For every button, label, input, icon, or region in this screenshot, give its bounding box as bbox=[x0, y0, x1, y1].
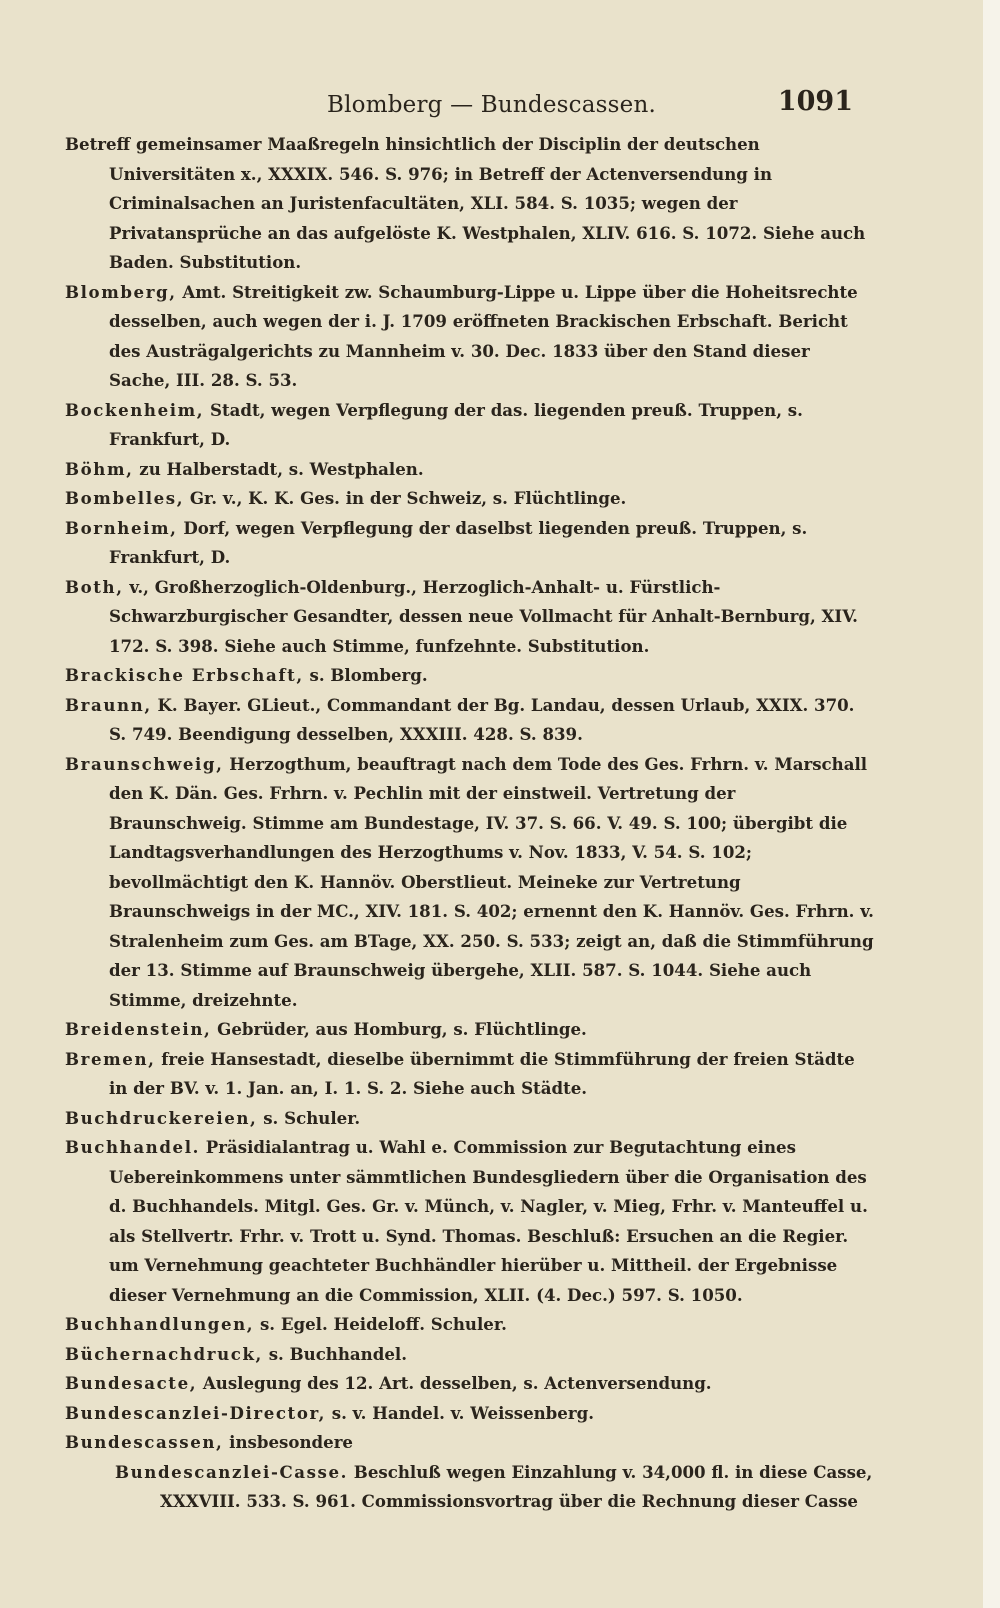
index-subentry bbox=[65, 1458, 875, 1517]
entry-text: zu Halberstadt, s. Westphalen. bbox=[133, 458, 424, 479]
entry-text: s. Blomberg. bbox=[303, 665, 428, 685]
running-head: Blomberg — Bundescassen. bbox=[327, 92, 656, 118]
entry-heading: Bockenheim, bbox=[65, 399, 205, 420]
index-entry bbox=[65, 484, 875, 514]
entry-text: s. Schuler. bbox=[257, 1107, 361, 1128]
entry-text: v., Großherzoglich-Oldenburg., Herzoglich-Anhalt- u. Fürstlich-Schwarzburgischer Gesandter, dessen neue Vollmacht für Anhalt-Bernburg, XIV. 172. S. 398. Siehe auch Stimme, funfzehnte. Substitution. bbox=[109, 576, 858, 656]
entry-text: K. Bayer. GLieut., Commandant der Bg. Landau, dessen Urlaub, XXIX. 370. S. 749. Beendigung desselben, XXXIII. 428. S. 839. bbox=[109, 694, 855, 744]
index-entry bbox=[65, 1133, 875, 1310]
entry-heading: Braunn, bbox=[65, 694, 152, 715]
page-header bbox=[0, 86, 983, 126]
index-entry bbox=[65, 1015, 875, 1045]
entry-text: Beschluß wegen Einzahlung v. 34,000 fl. in diese Casse, XXXVIII. 533. S. 961. Commissionsvortrag über die Rechnung dieser Casse bbox=[160, 1461, 873, 1511]
page-margin bbox=[983, 0, 1000, 1608]
entry-heading: Bundesacte, bbox=[65, 1373, 198, 1393]
entry-heading: Böhm, bbox=[65, 458, 134, 479]
index-entry bbox=[65, 1369, 875, 1399]
entry-heading: Blomberg, bbox=[65, 281, 177, 302]
entry-text: Gr. v., K. K. Ges. in der Schweiz, s. Flüchtlinge. bbox=[184, 488, 627, 508]
index-entry bbox=[65, 514, 875, 573]
entry-heading: Bundescassen, bbox=[65, 1432, 224, 1452]
entry-text: Amt. Streitigkeit zw. Schaumburg-Lippe u. Lippe über die Hoheitsrechte desselben, auch wegen der i. J. 1709 eröffneten Brackischen Erbschaft. Bericht des Austrägalgerichts zu Mannheim v. 30. Dec. 1833 über den Stand dieser Sache, III. 28. S. 53. bbox=[109, 281, 858, 390]
entry-heading: Breidenstein, bbox=[65, 1019, 212, 1039]
entry-heading: Büchernachdruck, bbox=[65, 1343, 263, 1364]
entry-heading: Buchhandlungen, bbox=[65, 1314, 255, 1334]
entry-text: s. Buchhandel. bbox=[262, 1343, 407, 1364]
index-entry bbox=[65, 661, 875, 691]
entry-text: Auslegung des 12. Art. desselben, s. Actenversendung. bbox=[197, 1373, 712, 1393]
entry-heading: Both, bbox=[65, 576, 124, 597]
index-entry bbox=[65, 1428, 875, 1458]
entry-heading: Bundescanzlei-Casse. bbox=[115, 1461, 349, 1482]
entry-text: Betreff gemeinsamer Maaßregeln hinsichtlich der Disciplin der deutschen Universitäten x., XXXIX. 546. S. 976; in Betreff der Actenversendung in Criminalsachen an Juristenfacultäten, XLI. 584. S. 1035; wegen der Privatansprüche an das aufgelöste K. Westphalen, XLIV. 616. S. 1072. Siehe auch Baden. Substitution. bbox=[65, 134, 866, 272]
entry-text: freie Hansestadt, dieselbe übernimmt die Stimmführung der freien Städte in der BV. v. 1. Jan. an, I. 1. S. 2. Siehe auch Städte. bbox=[109, 1048, 855, 1098]
entry-text: Dorf, wegen Verpflegung der daselbst liegenden preuß. Truppen, s. Frankfurt, D. bbox=[109, 517, 808, 567]
entry-heading: Bremen, bbox=[65, 1048, 156, 1069]
entry-heading: Brackische Erbschaft, bbox=[65, 665, 304, 685]
index-entry bbox=[65, 278, 875, 396]
entry-heading: Buchdruckereien, bbox=[65, 1107, 258, 1128]
index-entry bbox=[65, 1104, 875, 1134]
index-entry bbox=[65, 455, 875, 485]
index-entry bbox=[65, 1340, 875, 1370]
index-entry bbox=[65, 396, 875, 455]
page-number: 1091 bbox=[777, 86, 853, 117]
entry-text: Herzogthum, beauftragt nach dem Tode des Ges. Frhrn. v. Marschall den K. Dän. Ges. Frhrn. v. Pechlin mit der einstweil. Vertretung der Braunschweig. Stimme am Bundestage, IV. 37. S. 66. V. 49. S. 100; übergibt die Landtagsverhandlungen des Herzogthums v. Nov. 1833, V. 54. S. 102; bevollmächtigt den K. Hannöv. Oberstlieut. Meineke zur Vertretung Braunschweigs in der MC., XIV. 181. S. 402; ernennt den K. Hannöv. Ges. Frhrn. v. Stralenheim zum Ges. am BTage, XX. 250. S. 533; zeigt an, daß die Stimmführung der 13. Stimme auf Braunschweig übergehe, XLII. 587. S. 1044. Siehe auch Stimme, dreizehnte. bbox=[109, 753, 874, 1010]
index-entry bbox=[65, 1045, 875, 1104]
entry-text: s. v. Handel. v. Weissenberg. bbox=[326, 1402, 594, 1423]
index-entry bbox=[65, 1310, 875, 1340]
entry-heading: Bornheim, bbox=[65, 517, 178, 538]
index-entry bbox=[65, 691, 875, 750]
index-entry bbox=[65, 1399, 875, 1429]
entry-heading: Bundescanzlei-Director, bbox=[65, 1402, 326, 1423]
index-entry bbox=[65, 750, 875, 1016]
entry-heading: Braunschweig, bbox=[65, 753, 224, 774]
entry-text: s. Egel. Heideloff. Schuler. bbox=[254, 1314, 507, 1334]
entry-text: insbesondere bbox=[223, 1432, 353, 1452]
entry-heading: Bombelles, bbox=[65, 488, 185, 508]
entry-text: Gebrüder, aus Homburg, s. Flüchtlinge. bbox=[211, 1019, 587, 1039]
entry-text: Stadt, wegen Verpflegung der das. liegenden preuß. Truppen, s. Frankfurt, D. bbox=[109, 399, 803, 449]
entry-heading: Buchhandel. bbox=[65, 1137, 200, 1157]
index-entry bbox=[65, 573, 875, 662]
entry-text: Präsidialantrag u. Wahl e. Commission zur Begutachtung eines Uebereinkommens unter sämmtlichen Bundesgliedern über die Organisation des d. Buchhandels. Mitgl. Ges. Gr. v. Münch, v. Nagler, v. Mieg, Frhr. v. Manteuffel u. als Stellvertr. Frhr. v. Trott u. Synd. Thomas. Beschluß: Ersuchen an die Regier. um Vernehmung geachteter Buchhändler hierüber u. Mittheil. der Ergebnisse dieser Vernehmung an die Commission, XLII. (4. Dec.) 597. S. 1050. bbox=[109, 1137, 868, 1305]
index-entries bbox=[65, 130, 875, 1517]
index-entry-continuation bbox=[65, 130, 875, 278]
